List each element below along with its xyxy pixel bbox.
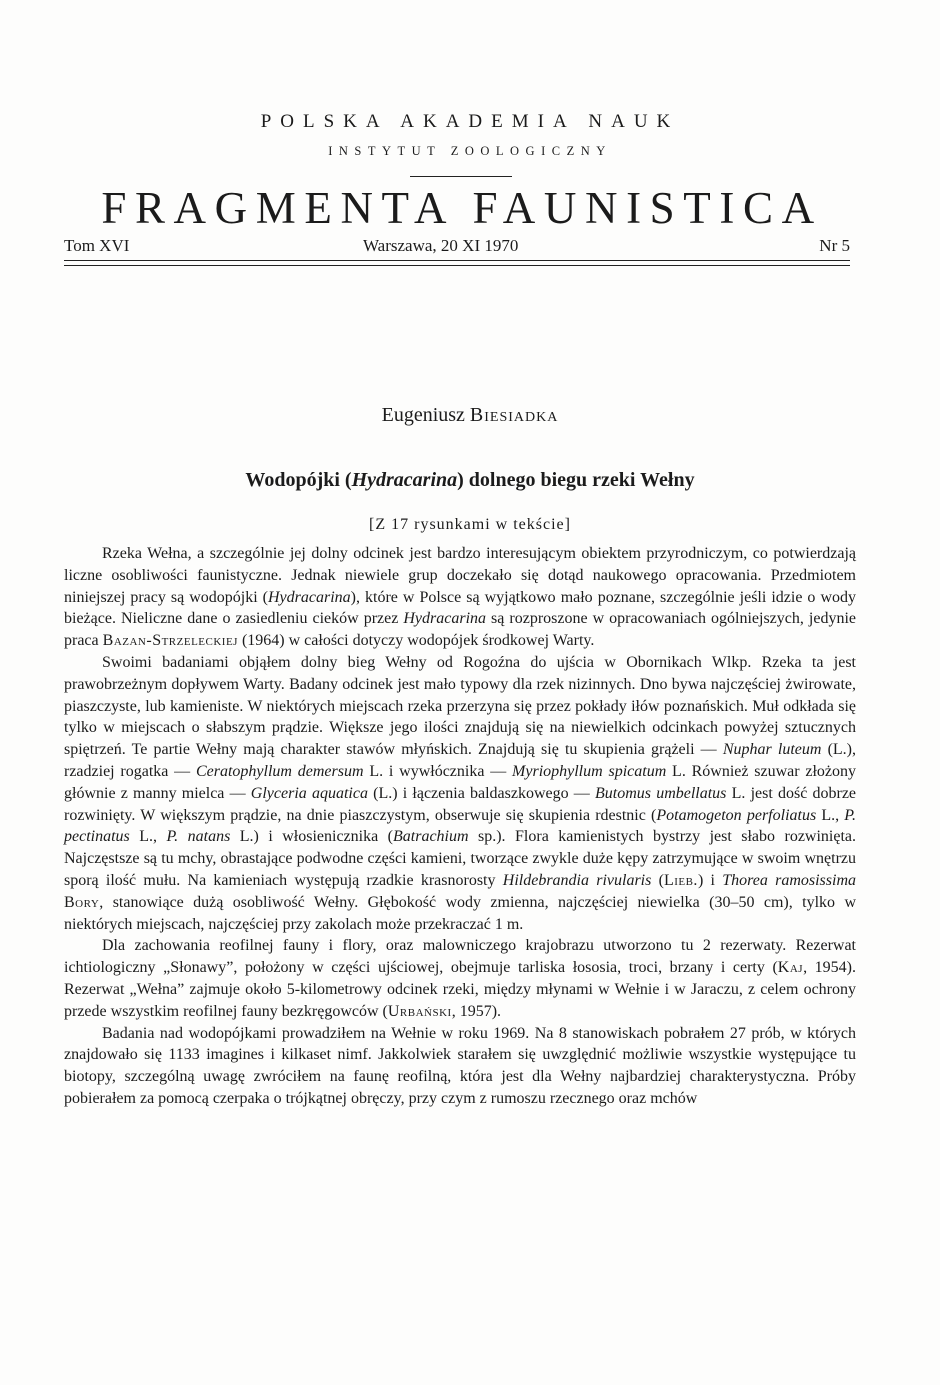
text-run: są rozproszone w opracowaniach ogólniejszych, jedynie praca (64, 610, 856, 650)
taxon-name: Thorea ramosissima (722, 871, 857, 889)
article-title (0, 467, 940, 493)
body-paragraph (64, 1023, 856, 1110)
issue-double-rule (64, 260, 850, 266)
academy-name: POLSKA AKADEMIA NAUK (260, 111, 680, 132)
institute-name: INSTYTUT ZOOLOGICZNY (328, 144, 612, 158)
text-run: Rzeka Wełna, a szczególnie jej dolny odcinek jest bardzo interesującym obiektem przyrodniczym, co potwierdzają liczne osobliwości faunistyczne. Jednak niewiele grup doczekało się dotąd naukowego opracowania. Przedmiotem niniejszej pracy są wodopójki ( (64, 545, 856, 606)
text-run: L. Również szuwar złożony głównie z manny mielca — (64, 762, 857, 802)
text-run: (L.), rzadziej rogatka — (64, 741, 856, 780)
cited-author: Urbański (387, 1002, 452, 1020)
taxon-name: Myriophyllum spicatum (512, 762, 667, 780)
text-run: , 1954). Rezerwat „Wełna” zajmuje około 5-kilometrowy odcinek rzeki, między młynami w Wełnie i w Jaraczu, z celem ochrony przede wszystkim reofilnej fauny bezkręgowców ( (64, 959, 856, 1020)
taxon-name: Butomus umbellatus (595, 784, 727, 802)
issue-place-date: Warszawa, 20 XI 1970 (363, 236, 519, 255)
taxon-name: Nuphar luteum (722, 741, 822, 759)
body-paragraph (64, 543, 856, 652)
article-body (64, 543, 856, 1110)
text-run: , stanowiące dużą osobliwość Wełny. Głębokość wody zmienna, najczęściej niewielka (30–50 cm), tylko w niektórych miejscach, najczęściej przy zakolach może przekraczać 1 m. (64, 893, 856, 933)
author-given-name: Eugeniusz (381, 404, 465, 426)
text-run: ( (651, 871, 664, 889)
figure-note: [Z 17 rysunkami w tekście] (369, 516, 571, 533)
issue-volume: Tom XVI (64, 236, 130, 255)
text-run: L., (129, 828, 167, 846)
taxon-name: P. natans (166, 828, 231, 846)
text-run: Badania nad wodopójkami prowadziłem na Wełnie w roku 1969. Na 8 stanowiskach pobrałem 27 prób, w których znajdowało się 1133 imagines i kilkaset nimf. Jakkolwiek starałem się uwzględnić możliwie wszystkie występujące tu biotopy, szczególną uwagę zwróciłem na faunę reofilną, która jest dla Wełny najbardziej charakterystyczna. Próby pobierałem za pomocą czerpaka o trójkątnej obręczy, przy czym z rumoszu rzecznego oraz mchów (64, 1024, 856, 1107)
text-run: L.) i włosienicznika ( (230, 828, 393, 846)
taxon-name: Ceratophyllum demersum (195, 762, 364, 780)
text-run: L., (816, 806, 845, 824)
text-run: ) i (697, 871, 723, 889)
text-run: sp.). Flora kamienistych bystrzy jest słabo rozwinięta. Najczęstsze są tu mchy, obrastające podwodne części kamieni, tworzące zwykle duże kępy zatrzymujące w swoim wnętrzu sporą ilość mułu. Na kamieniach występują rzadkie krasnorosty (64, 828, 857, 889)
body-paragraph (64, 935, 856, 1022)
author-surname: Biesiadka (469, 404, 559, 426)
issue-number: Nr 5 (819, 236, 850, 255)
body-paragraph (64, 652, 856, 935)
cited-author: Kaj (777, 959, 804, 977)
title-part-2: ) dolnego biegu rzeki Wełny (457, 469, 695, 491)
cited-author: Bory (64, 893, 100, 911)
text-run: ), które w Polsce są wyjątkowo mało poznane, szczególnie jeśli idzie o wody bieżące. Nieliczne dane o zasiedleniu cieków przez (64, 588, 856, 628)
text-run: (L.) i łączenia baldaszkowego — (367, 784, 595, 802)
title-taxon: Hydracarina (351, 469, 458, 491)
taxon-name: Hydracarina (268, 588, 351, 606)
text-run: Swoimi badaniami objąłem dolny bieg Wełny od Rogoźna do ujścia w Obornikach Wlkp. Rzeka ta jest prawobrzeżnym dopływem Warty. Badany odcinek jest mało typowy dla rzek nizinnych. Dno bywa najczęściej żwirowate, piaszczyste, lub kamieniste. W niektórych miejscach rzeka przerzyna się przez pokłady iłów poznańskich. Muł odkłada się tylko w miejscach o słabszym prądzie. Większe jego ilości znajdują się na niewielkich odcinkach powyżej sztucznych spiętrzeń. Te partie Wełny mają charakter stawów młyńskich. Znajdują się tu skupienia grążeli — (64, 653, 856, 759)
taxon-name: Glyceria aquatica (250, 784, 368, 802)
text-run: , 1957). (451, 1002, 502, 1020)
text-run: L. i wywłócznika — (363, 762, 513, 780)
taxon-name: P. pectinatus (64, 806, 857, 846)
taxon-name: Potamogeton perfoliatus (656, 806, 817, 824)
cited-author: Bazan-Strzeleckiej (102, 632, 238, 650)
cited-author: Lieb. (663, 871, 698, 889)
title-part-1: Wodopójki ( (245, 469, 352, 491)
header-divider (410, 176, 512, 177)
taxon-name: Hydracarina (403, 610, 487, 628)
text-run: Dla zachowania reofilnej fauny i flory, oraz malowniczego krajobrazu utworzono tu 2 rezerwaty. Rezerwat ichtiologiczny „Słonawy”, położony w części ujściowej, obejmuje tarliska łososia, troci, brzany i certy ( (64, 937, 856, 977)
text-run: (1964) w całości dotyczy wodopójek środkowej Warty. (237, 632, 595, 650)
text-run: L. jest dość dobrze rozwinięty. W większym prądzie, na dnie piaszczystym, obserwuje się skupienia rdestnic ( (64, 784, 857, 824)
taxon-name: Batrachium (393, 828, 469, 846)
article-author (0, 403, 940, 427)
taxon-name: Hildebrandia rivularis (502, 871, 652, 889)
journal-title: FRAGMENTA FAUNISTICA (101, 183, 823, 233)
